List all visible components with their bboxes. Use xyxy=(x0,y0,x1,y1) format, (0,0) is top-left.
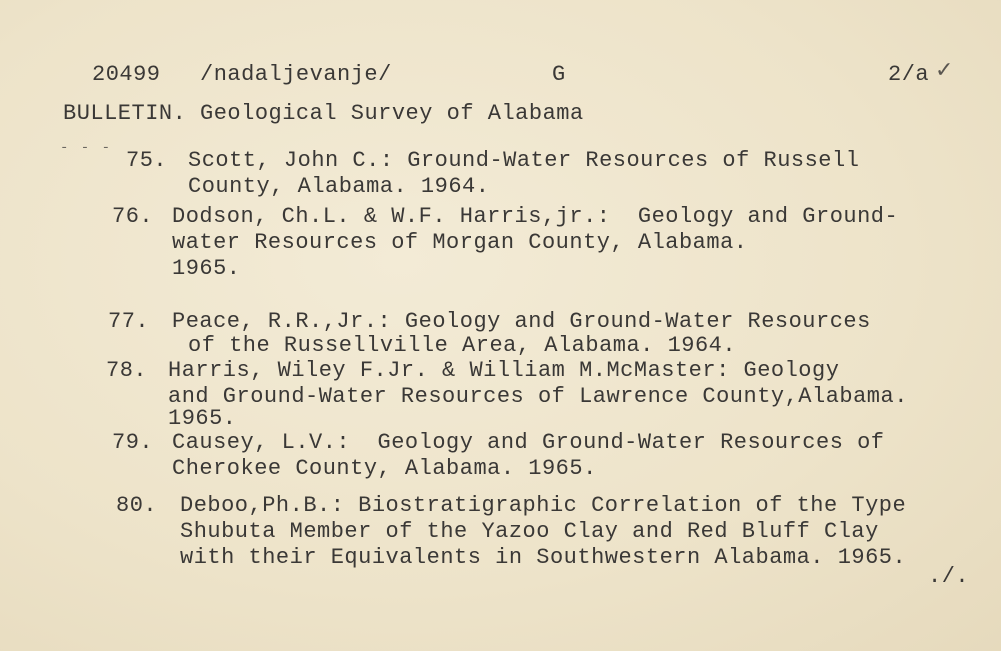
entry-line: County, Alabama. 1964. xyxy=(188,174,490,199)
entry-line: of the Russellville Area, Alabama. 1964. xyxy=(188,333,737,358)
entry-line: Causey, L.V.: Geology and Ground-Water Resources of xyxy=(172,430,885,455)
entry-line: and Ground-Water Resources of Lawrence County,Alabama. xyxy=(168,384,908,409)
entry-line: Peace, R.R.,Jr.: Geology and Ground-Water Resources xyxy=(172,309,871,334)
entry-line: Dodson, Ch.L. & W.F. Harris,jr.: Geology and Ground- xyxy=(172,204,899,229)
pencil-mark: - - - xyxy=(60,140,113,156)
entry-line: Deboo,Ph.B.: Biostratigraphic Correlation of the Type xyxy=(180,493,907,518)
category: G xyxy=(552,62,566,87)
entry-line: with their Equivalents in Southwestern Alabama. 1965. xyxy=(180,545,907,570)
entry-line: 1965. xyxy=(172,256,241,281)
entry-number: 77. xyxy=(108,309,150,334)
entry-line: Scott, John C.: Ground-Water Resources of Russell xyxy=(188,148,860,173)
entry-number: 79. xyxy=(112,430,154,455)
continuation-mark: ./. xyxy=(928,564,970,589)
checkmark-icon: ✓ xyxy=(935,58,954,83)
entry-number: 75. xyxy=(126,148,168,173)
entry-number: 76. xyxy=(112,204,154,229)
entry-line: 1965. xyxy=(168,406,237,431)
entry-line: water Resources of Morgan County, Alabama. xyxy=(172,230,748,255)
entry-number: 80. xyxy=(116,493,158,518)
entry-number: 78. xyxy=(106,358,148,383)
entry-line: Harris, Wiley F.Jr. & William M.McMaster: Geology xyxy=(168,358,840,383)
card-number: 20499 xyxy=(92,62,161,87)
entry-line: Cherokee County, Alabama. 1965. xyxy=(172,456,597,481)
sheet-number: 2/a xyxy=(888,62,930,87)
keyword: /nadaljevanje/ xyxy=(200,62,392,87)
series-title: BULLETIN. Geological Survey of Alabama xyxy=(63,101,584,126)
entry-line: Shubuta Member of the Yazoo Clay and Red Bluff Clay xyxy=(180,519,879,544)
